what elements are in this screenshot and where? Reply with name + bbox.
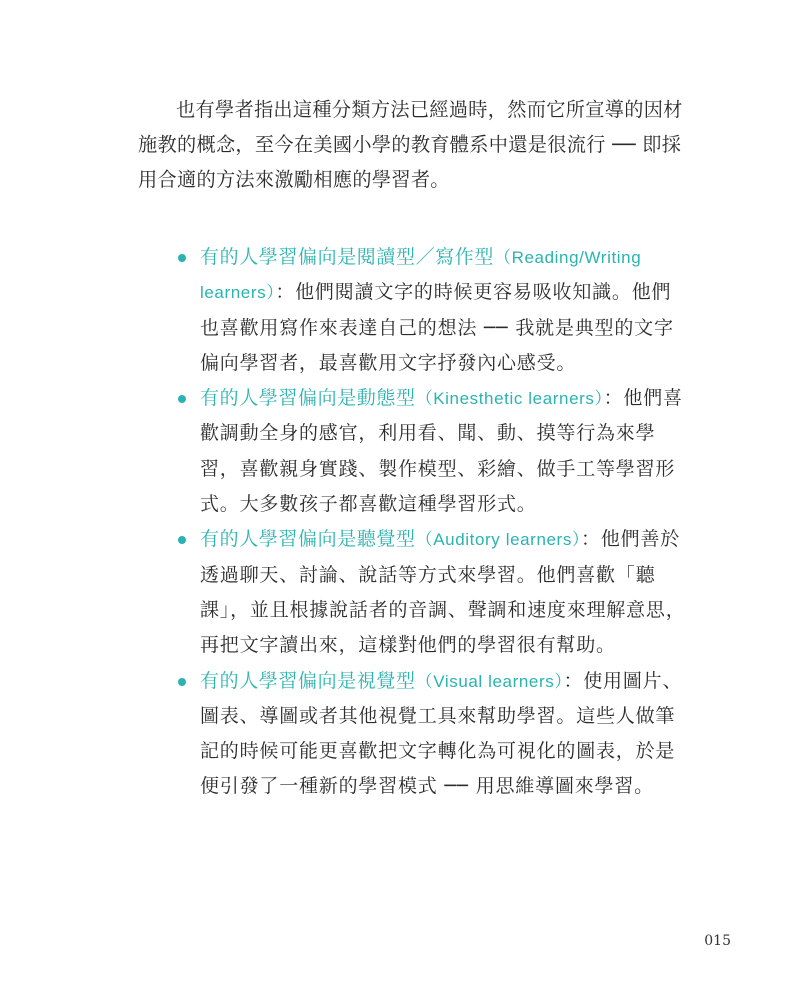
bullet-icon [178,536,186,544]
item-body: ：他們善於透過聊天、討論、說話等方式來學習。他們喜歡「聽課」，並且根據說話者的音調、聲調和速度來理解意思，再把文字讀出來，這樣對他們的學習很有幫助。 [200,528,686,657]
page-number: 015 [704,933,731,949]
heading-en: （Visual learners） [415,671,564,691]
bullet-icon [178,254,186,262]
list-item [178,381,690,522]
heading-zh: 有的人學習偏向是視覺型 [200,669,416,692]
item-heading [200,670,563,692]
item-body: ：他們喜歡調動全身的感官，利用看、聞、動、摸等行為來學習，喜歡親身實踐、製作模型、彩繪、做手工等學習形式。大多數孩子都喜歡這種學習形式。 [200,387,683,516]
intro-paragraph [138,92,690,197]
heading-zh: 有的人學習偏向是聽覺型 [200,528,416,551]
heading-zh: 有的人學習偏向是閱讀型／寫作型 [200,246,495,268]
list-item [178,240,690,381]
list-item [178,664,690,805]
item-body: ：他們閱讀文字的時候更容易吸收知識。他們也喜歡用寫作來表達自己的想法 ── 我就是典型的文字偏向學習者，最喜歡用文字抒發內心感受。 [200,281,674,374]
intro-text: 也有學者指出這種分類方法已經過時，然而它所宣導的因材施教的概念，至今在美國小學的教育體系中還是很流行 ── 即採用合適的方法來激勵相應的學習者。 [138,98,683,191]
item-body: ：使用圖片、圖表、導圖或者其他視覺工具來幫助學習。這些人做筆記的時候可能更喜歡把文字轉化為可視化的圖表，於是便引發了一種新的學習模式 ── 用思維導圖來學習。 [200,669,683,798]
heading-en: （Reading/Writing learners） [200,248,642,303]
item-heading [200,387,604,409]
heading-en: （Kinesthetic learners） [415,389,604,409]
heading-zh: 有的人學習偏向是動態型 [200,387,416,410]
bullet-icon [178,395,186,403]
heading-en: （Auditory learners） [415,530,582,550]
bullet-icon [178,678,186,686]
learner-type-list [178,240,690,805]
item-heading [200,528,581,550]
list-item [178,522,690,663]
